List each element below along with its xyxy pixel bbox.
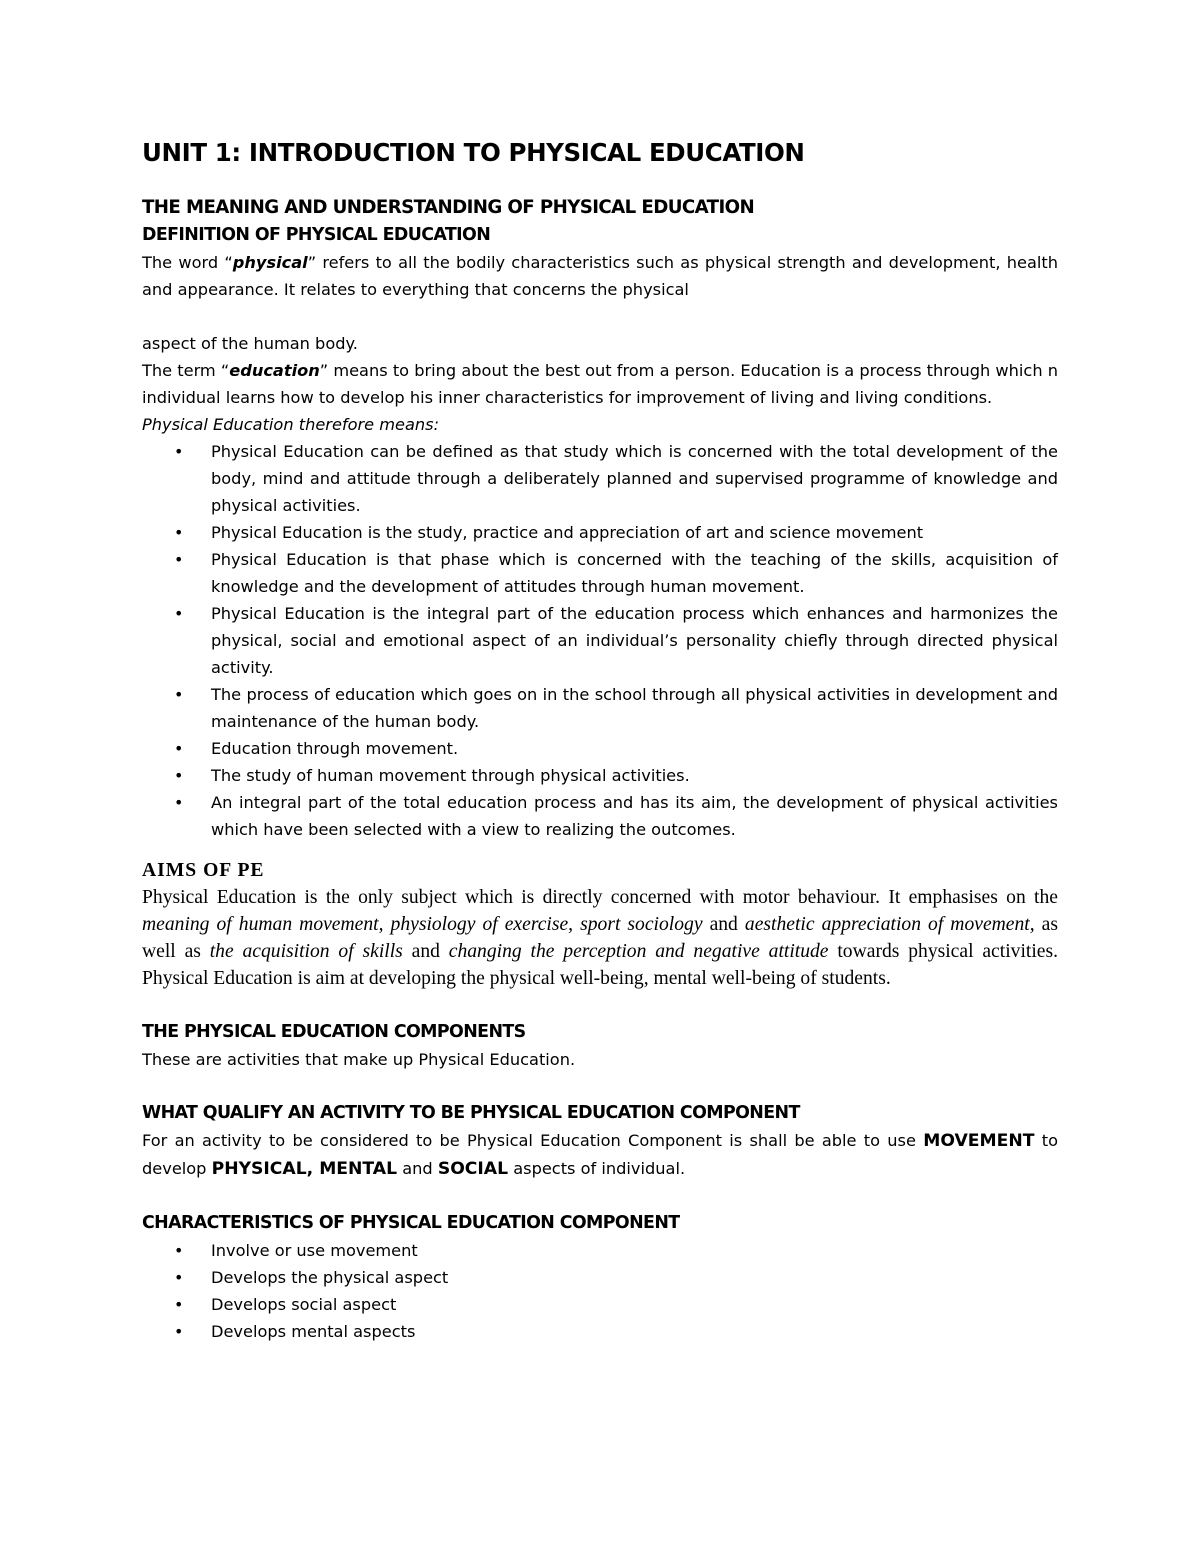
emphasis-education: education: [229, 361, 320, 380]
bullet-icon: •: [174, 766, 184, 785]
subheading-definition: DEFINITION OF PHYSICAL EDUCATION: [142, 225, 491, 245]
bullet-icon: •: [174, 793, 184, 812]
list-item: [142, 438, 1058, 519]
list-item-text: Develops the physical aspect: [211, 1268, 449, 1287]
text-run: to develop: [142, 1131, 1058, 1178]
list-item-text: Develops social aspect: [211, 1295, 397, 1314]
bullet-icon: •: [174, 1241, 184, 1260]
list-item: [142, 762, 1058, 789]
bold-run: PHYSICAL, MENTAL: [211, 1159, 398, 1179]
qualify-paragraph: [142, 1127, 1058, 1183]
bullet-icon: •: [174, 523, 184, 542]
text-run: and: [702, 914, 745, 935]
list-item: [142, 681, 1058, 735]
list-item: [142, 1264, 1058, 1291]
qualify-heading: WHAT QUALIFY AN ACTIVITY TO BE PHYSICAL EDUCATION COMPONENT: [142, 1103, 800, 1123]
text-run: and: [397, 1159, 438, 1178]
emphasis-physical: physical: [232, 253, 308, 272]
italic-run: the acquisition of skills: [209, 941, 403, 962]
bullet-icon: •: [174, 604, 184, 623]
bold-run: SOCIAL: [437, 1159, 509, 1179]
list-item-text: An integral part of the total education process and has its aim, the development of physical activities which have been selected with a view to realizing the outcomes.: [211, 793, 1058, 839]
italic-run: changing the perception and negative attitude: [448, 941, 829, 962]
bullet-icon: •: [174, 1322, 184, 1341]
list-item-text: Education through movement.: [211, 739, 459, 758]
list-item: [142, 1318, 1058, 1345]
list-item-text: Physical Education is that phase which is concerned with the teaching of the skills, acquisition of knowledge and the development of attitudes through human movement.: [211, 550, 1058, 596]
aims-heading: AIMS OF PE: [142, 860, 265, 881]
bullet-icon: •: [174, 1295, 184, 1314]
list-item-text: Physical Education is the integral part of the education process which enhances and harmonizes the physical, social and emotional aspect of an individual’s personality chiefly through directed physical activity.: [211, 604, 1058, 677]
text-run: The word “: [142, 253, 233, 272]
list-item: [142, 1237, 1058, 1264]
paragraph-education: [142, 357, 1058, 411]
list-item: [142, 789, 1058, 843]
spacer: [142, 843, 1058, 857]
document-page: [142, 138, 1058, 1345]
list-item: [142, 519, 1058, 546]
components-heading: THE PHYSICAL EDUCATION COMPONENTS: [142, 1022, 526, 1042]
list-item: [142, 735, 1058, 762]
bullet-icon: •: [174, 442, 184, 461]
list-item-text: Physical Education is the study, practice and appreciation of art and science movement: [211, 523, 924, 542]
text-run: Physical Education is the only subject which is directly concerned with motor behaviour. It emphasises on the: [142, 887, 1058, 908]
text-run: The term “: [142, 361, 230, 380]
bullet-icon: •: [174, 739, 184, 758]
bullet-icon: •: [174, 685, 184, 704]
text-run: For an activity to be considered to be Physical Education Component is shall be able to use: [142, 1131, 924, 1150]
list-item-text: Physical Education can be defined as that study which is concerned with the total development of the body, mind and attitude through a deliberately planned and supervised programme of knowledge and physical activities.: [211, 442, 1058, 515]
list-item: [142, 1291, 1058, 1318]
italic-run: meaning of human movement, physiology of exercise, sport sociology: [142, 914, 703, 935]
components-text: These are activities that make up Physical Education.: [142, 1050, 576, 1069]
definition-list: [142, 438, 1058, 843]
text-run: aspects of individual.: [508, 1159, 686, 1178]
document-title: UNIT 1: INTRODUCTION TO PHYSICAL EDUCATION: [142, 138, 805, 167]
section-heading-meaning: THE MEANING AND UNDERSTANDING OF PHYSICAL EDUCATION: [142, 197, 755, 218]
therefore-text: Physical Education therefore means:: [142, 415, 440, 434]
characteristics-list: [142, 1237, 1058, 1345]
bullet-icon: •: [174, 550, 184, 569]
spacer: [142, 992, 1058, 1019]
list-item-text: Involve or use movement: [211, 1241, 418, 1260]
bold-run: MOVEMENT: [923, 1131, 1035, 1151]
spacer: [142, 1183, 1058, 1210]
characteristics-heading: CHARACTERISTICS OF PHYSICAL EDUCATION COMPONENT: [142, 1213, 680, 1233]
bullet-icon: •: [174, 1268, 184, 1287]
spacer: [142, 303, 1058, 330]
list-item-text: The process of education which goes on in the school through all physical activities in development and maintenance of the human body.: [211, 685, 1058, 731]
text-run: towards physical activities. Physical Education is aim at developing the physical well-being, mental well-being of students.: [142, 941, 1058, 989]
text-run: ” means to bring about the best out from a person. Education is a process through which n individual learns how to develop his inner characteristics for improvement of living and living conditions.: [142, 361, 1058, 407]
list-item: [142, 546, 1058, 600]
text-run: and: [402, 941, 449, 962]
list-item: [142, 600, 1058, 681]
therefore-line: [142, 411, 1058, 438]
spacer: [142, 1073, 1058, 1100]
paragraph-physical: [142, 249, 1058, 303]
text-run: ” refers to all the bodily characteristics such as physical strength and development, health and appearance. It relates to everything that concerns the physical: [142, 253, 1059, 299]
paragraph-physical-cont: aspect of the human body.: [142, 334, 358, 353]
list-item-text: Develops mental aspects: [211, 1322, 416, 1341]
text-run: as well as: [142, 914, 1058, 962]
list-item-text: The study of human movement through physical activities.: [211, 766, 690, 785]
aims-paragraph: [142, 884, 1058, 992]
italic-run: aesthetic appreciation of movement,: [744, 914, 1035, 935]
